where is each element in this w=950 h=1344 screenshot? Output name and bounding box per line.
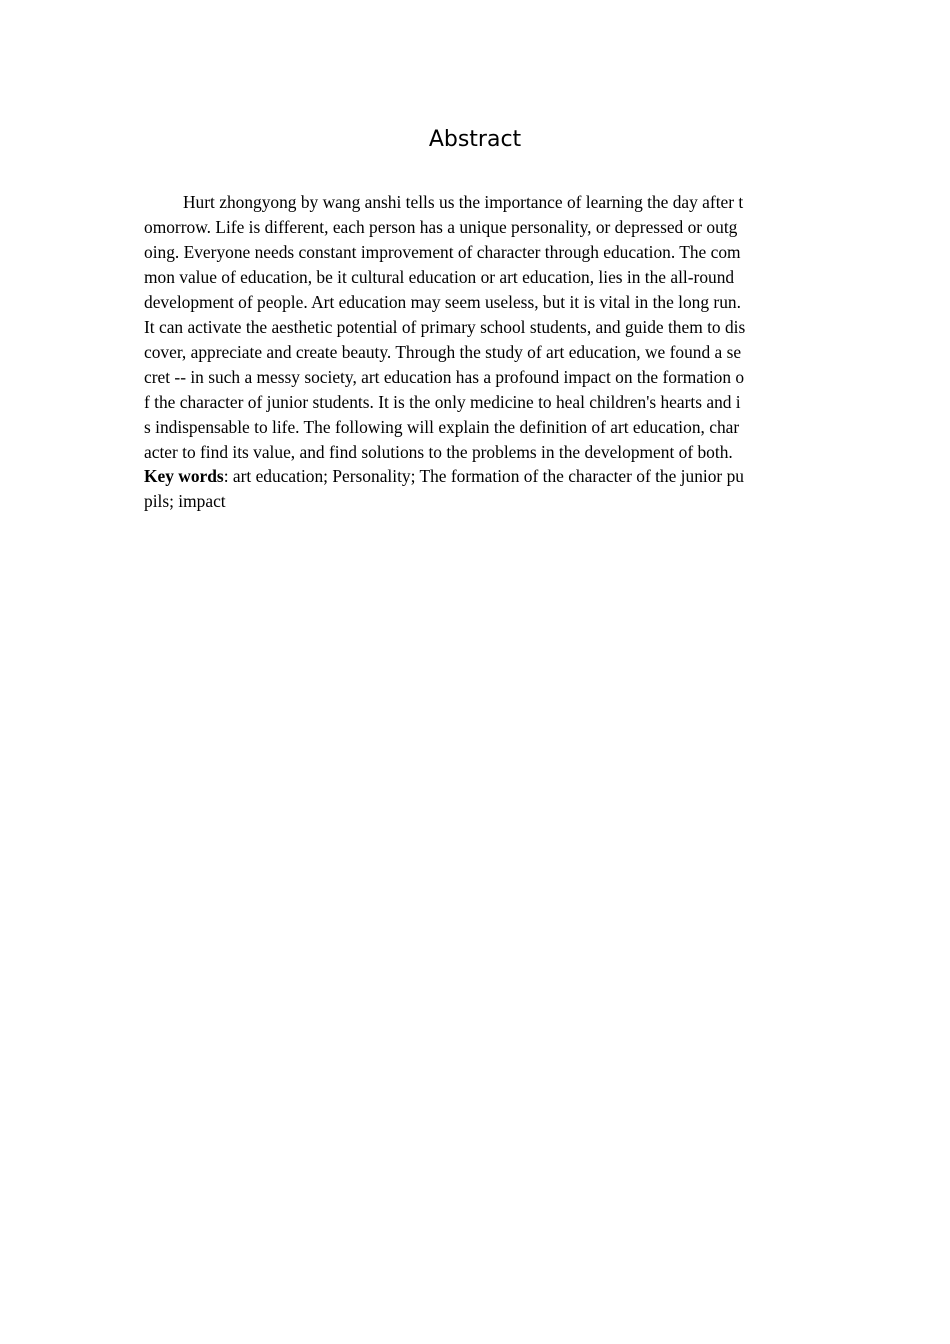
abstract-line: s indispensable to life. The following will explain the definition of art education, char (144, 417, 740, 437)
keywords-line (144, 464, 744, 489)
abstract-line: development of people. Art education may seem useless, but it is vital in the long run. (144, 292, 741, 312)
abstract-line: It can activate the aesthetic potential of primary school students, and guide them to dis (144, 317, 746, 337)
abstract-line: oing. Everyone needs constant improvement of character through education. The com (144, 242, 741, 262)
abstract-line: mon value of education, be it cultural education or art education, lies in the all-round (144, 267, 735, 287)
abstract-line: Hurt zhongyong by wang anshi tells us the importance of learning the day after t (183, 192, 744, 212)
page-title: Abstract (428, 127, 522, 152)
abstract-line: acter to find its value, and find solutions to the problems in the development of both. (144, 442, 733, 462)
keywords-line-continued: pils; impact (144, 491, 226, 511)
keywords-label: Key words (144, 466, 224, 486)
abstract-line: omorrow. Life is different, each person has a unique personality, or depressed or outg (144, 217, 738, 237)
abstract-line: f the character of junior students. It is the only medicine to heal children's hearts and i (144, 392, 741, 412)
keywords-text: : art education; Personality; The formation of the character of the junior pu (223, 466, 744, 486)
abstract-line: cret -- in such a messy society, art education has a profound impact on the formation o (144, 367, 745, 387)
abstract-line: cover, appreciate and create beauty. Through the study of art education, we found a se (144, 342, 742, 362)
